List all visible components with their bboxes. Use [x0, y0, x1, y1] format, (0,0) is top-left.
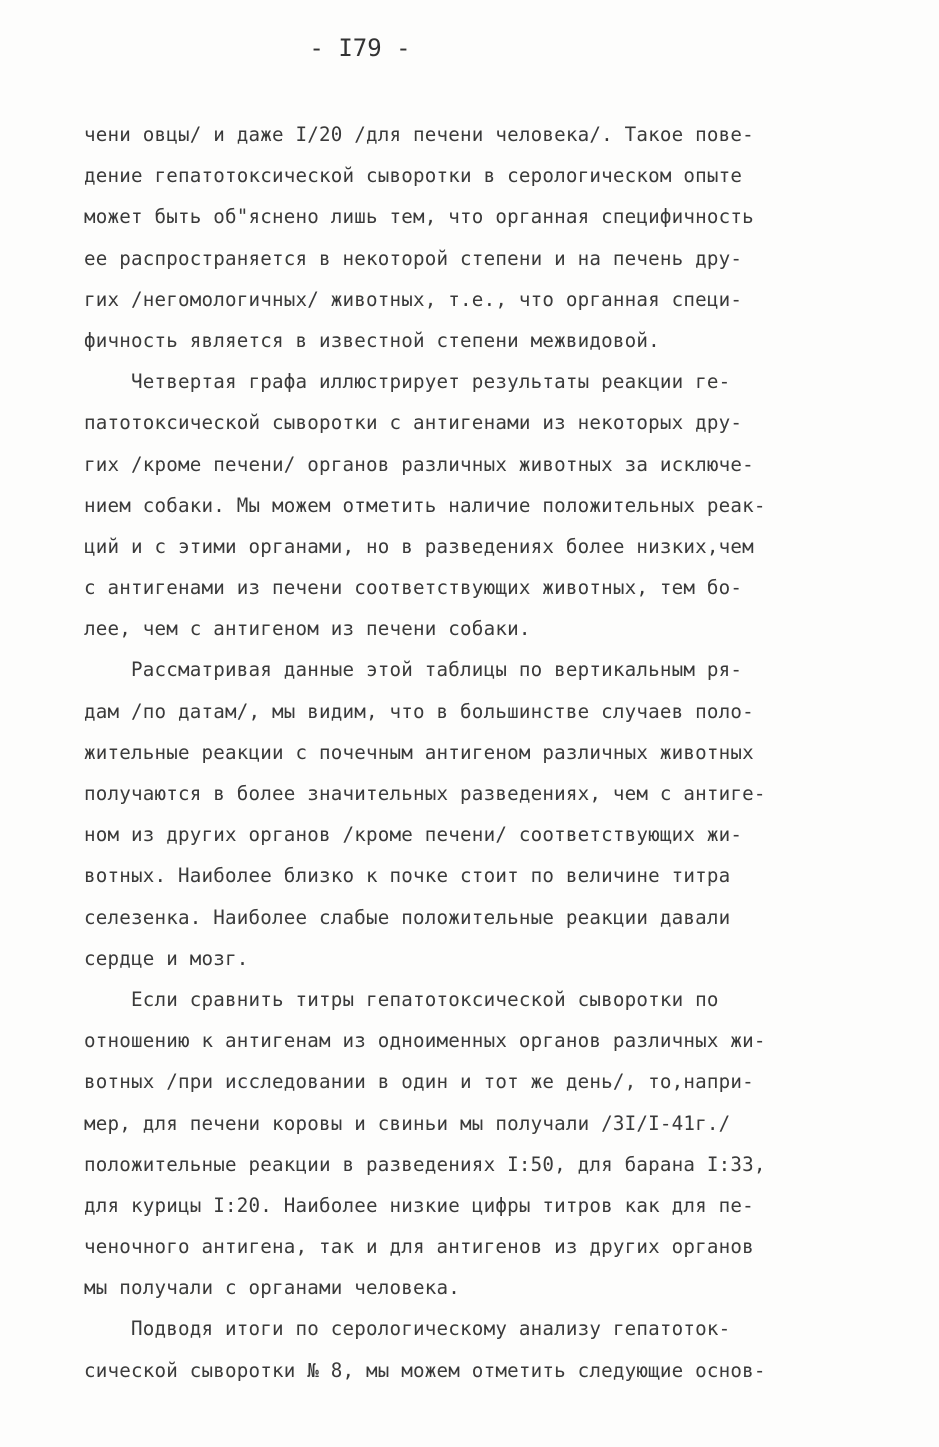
text-line: сердце и мозг. — [84, 946, 249, 970]
text-line: с антигенами из печени соответствующих животных, тем бо- — [84, 576, 743, 600]
text-line: нием собаки. Мы можем отметить наличие положительных реак- — [84, 493, 766, 517]
text-line: вотных. Наиболее близко к почке стоит по величине титра — [84, 864, 731, 888]
text-line: вотных /при исследовании в один и тот же день/, то,напри- — [84, 1070, 754, 1094]
text-line: жительные реакции с почечным антигеном различных животных — [84, 740, 754, 764]
text-line: дение гепатотоксической сыворотки в серологическом опыте — [84, 164, 743, 188]
text-line: Четвертая графа иллюстрирует результаты реакции ге- — [84, 370, 731, 394]
text-line: получаются в более значительных разведениях, чем с антиге- — [84, 782, 766, 805]
text-line: гих /кроме печени/ органов различных животных за исключе- — [84, 452, 754, 476]
text-line: Подводя итоги по серологическому анализу гепатоток- — [84, 1317, 731, 1341]
text-line: дам /по датам/, мы видим, что в большинстве случаев поло- — [84, 699, 754, 723]
text-line: селезенка. Наиболее слабые положительные реакции давали — [84, 905, 731, 929]
text-line: ее распространяется в некоторой степени и на печень дру- — [84, 246, 743, 270]
text-line: сической сыворотки № 8, мы можем отметить следующие основ- — [84, 1358, 766, 1382]
text-line: гих /негомологичных/ животных, т.е., что органная специ- — [84, 287, 743, 311]
text-line: ном из других органов /кроме печени/ соответствующих жи- — [84, 823, 743, 847]
text-line: ций и с этими органами, но в разведениях более низких,чем — [84, 534, 754, 558]
text-line: Если сравнить титры гепатотоксической сыворотки по — [84, 987, 719, 1011]
text-line: мер, для печени коровы и свиньи мы получали /3I/I-41г./ — [84, 1111, 731, 1135]
page-number: - I79 - — [309, 34, 411, 62]
text-line: лее, чем с антигеном из печени собаки. — [84, 617, 531, 641]
text-line: положительные реакции в разведениях I:50, для барана I:33, — [84, 1152, 766, 1176]
text-line: патотоксической сыворотки с антигенами из некоторых дру- — [84, 411, 743, 435]
text-line: чени овцы/ и даже I/20 /для печени человека/. Такое пове- — [84, 123, 754, 146]
body-text — [84, 114, 884, 1391]
text-line: может быть об"яснено лишь тем, что органная специфичность — [84, 205, 754, 229]
text-line: отношению к антигенам из одноименных органов различных жи- — [84, 1029, 766, 1053]
text-line: фичность является в известной степени межвидовой. — [84, 328, 660, 352]
text-line: Рассматривая данные этой таблицы по вертикальным ря- — [84, 658, 743, 682]
text-line: для курицы I:20. Наиболее низкие цифры титров как для пе- — [84, 1193, 754, 1217]
text-line: мы получали с органами человека. — [84, 1276, 461, 1300]
text-line: ченочного антигена, так и для антигенов из других органов — [84, 1235, 754, 1259]
